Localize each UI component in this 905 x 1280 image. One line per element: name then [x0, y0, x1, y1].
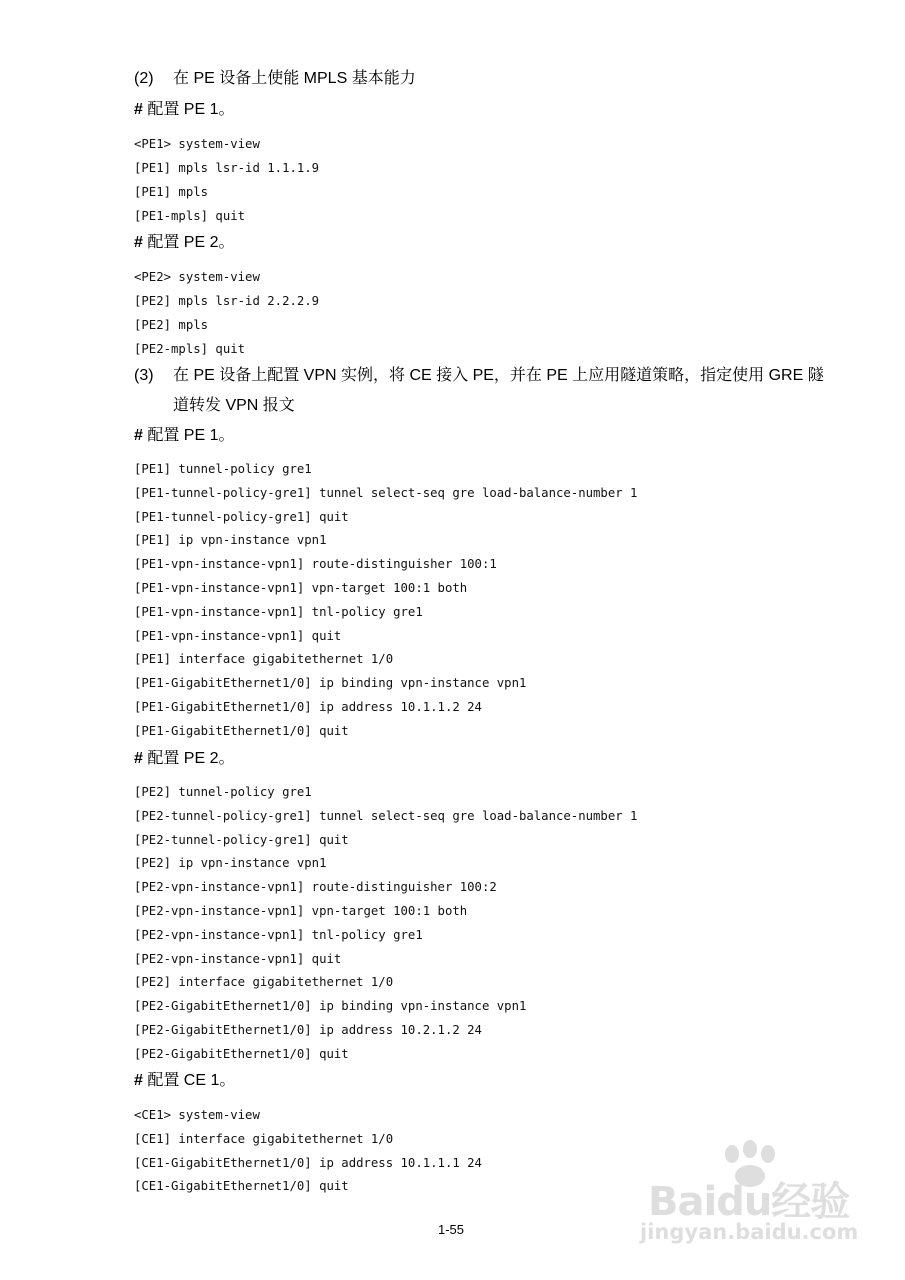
code-line: [PE1-vpn-instance-vpn1] vpn-target 100:1 both	[134, 580, 468, 595]
code-line: <PE1> system-view	[134, 137, 260, 151]
code-line: [PE2-tunnel-policy-gre1] tunnel select-seq gre load-balance-number 1	[134, 808, 638, 823]
hash-mark: #	[134, 750, 143, 767]
code-block-pe1-vpn	[134, 461, 637, 747]
code-line: [PE2-mpls] quit	[134, 342, 246, 356]
code-line: [CE1-GigabitEthernet1/0] ip address 10.1.1.1 24	[134, 1155, 482, 1170]
step-number: (2)	[134, 70, 154, 87]
code-line: [PE2-vpn-instance-vpn1] quit	[134, 951, 342, 966]
code-line: [PE2] tunnel-policy gre1	[134, 785, 312, 799]
hash-mark: #	[134, 1072, 143, 1089]
step-number: (3)	[134, 367, 154, 384]
code-line: [PE1-vpn-instance-vpn1] route-distinguisher 100:1	[134, 557, 497, 572]
config-heading-text: 配置 CE 1。	[147, 1072, 236, 1089]
code-line: [PE2-GigabitEthernet1/0] ip binding vpn-instance vpn1	[134, 999, 527, 1014]
code-block-ce1	[134, 1107, 482, 1202]
code-line: [CE1] interface gigabitethernet 1/0	[134, 1131, 394, 1146]
code-line: [PE1-GigabitEthernet1/0] quit	[134, 723, 349, 738]
config-heading-pe1	[134, 100, 235, 120]
config-heading-text: 配置 PE 2。	[147, 750, 235, 767]
watermark-url: jingyan.baidu.com	[640, 1220, 859, 1244]
config-heading-ce1	[134, 1071, 235, 1091]
code-line: [PE2] mpls lsr-id 2.2.2.9	[134, 294, 320, 308]
config-heading-pe1-vpn	[134, 426, 235, 446]
code-line: <PE2> system-view	[134, 270, 260, 284]
step-text: 在 PE 设备上配置 VPN 实例，将 CE 接入 PE，并在 PE 上应用隧道策略，指定使用 GRE 隧	[173, 367, 824, 384]
code-line: [PE1] tunnel-policy gre1	[134, 462, 312, 476]
watermark-logo: Baidu经验	[648, 1179, 850, 1225]
code-line: [PE1-GigabitEthernet1/0] ip binding vpn-instance vpn1	[134, 676, 527, 691]
code-line: [PE1] interface gigabitethernet 1/0	[134, 652, 394, 667]
code-block-pe2-mpls	[134, 269, 319, 365]
code-line: [PE1-vpn-instance-vpn1] quit	[134, 628, 342, 643]
code-line: [CE1-GigabitEthernet1/0] quit	[134, 1179, 349, 1194]
hash-mark: #	[134, 101, 143, 118]
hash-mark: #	[134, 234, 143, 251]
code-line: [PE2-GigabitEthernet1/0] quit	[134, 1046, 349, 1061]
config-heading-text: 配置 PE 1。	[147, 427, 235, 444]
page-number: 1-55	[438, 1222, 465, 1237]
code-line: [PE1-tunnel-policy-gre1] quit	[134, 509, 349, 524]
code-line: [PE2-GigabitEthernet1/0] ip address 10.2.1.2 24	[134, 1022, 482, 1037]
config-heading-text: 配置 PE 1。	[147, 101, 235, 118]
code-line: [PE2-vpn-instance-vpn1] route-distinguisher 100:2	[134, 880, 497, 895]
code-line: [PE1-GigabitEthernet1/0] ip address 10.1.1.2 24	[134, 699, 482, 714]
config-heading-pe2-vpn	[134, 749, 235, 769]
code-line: [PE2-tunnel-policy-gre1] quit	[134, 832, 349, 847]
baidu-jingyan-watermark	[640, 1140, 870, 1250]
code-line: [PE1-tunnel-policy-gre1] tunnel select-seq gre load-balance-number 1	[134, 485, 638, 500]
code-line: [PE2] interface gigabitethernet 1/0	[134, 975, 394, 990]
code-line: [PE2-vpn-instance-vpn1] tnl-policy gre1	[134, 927, 423, 942]
code-line: [PE1] mpls	[134, 185, 209, 199]
hash-mark: #	[134, 427, 143, 444]
code-line: <CE1> system-view	[134, 1108, 260, 1122]
config-heading-text: 配置 PE 2。	[147, 234, 235, 251]
code-line: [PE2] ip vpn-instance vpn1	[134, 856, 327, 871]
code-line: [PE2-vpn-instance-vpn1] vpn-target 100:1 both	[134, 903, 468, 918]
code-line: [PE1-vpn-instance-vpn1] tnl-policy gre1	[134, 604, 423, 619]
step-text-continued: 道转发 VPN 报文	[173, 397, 295, 414]
code-line: [PE2] mpls	[134, 318, 209, 332]
config-heading-pe2	[134, 233, 235, 253]
code-line: [PE1] ip vpn-instance vpn1	[134, 533, 327, 548]
code-line: [PE1] mpls lsr-id 1.1.1.9	[134, 161, 320, 175]
step-text: 在 PE 设备上使能 MPLS 基本能力	[173, 70, 416, 87]
code-block-pe2-vpn	[134, 784, 637, 1070]
code-line: [PE1-mpls] quit	[134, 209, 246, 223]
code-block-pe1-mpls	[134, 136, 319, 232]
